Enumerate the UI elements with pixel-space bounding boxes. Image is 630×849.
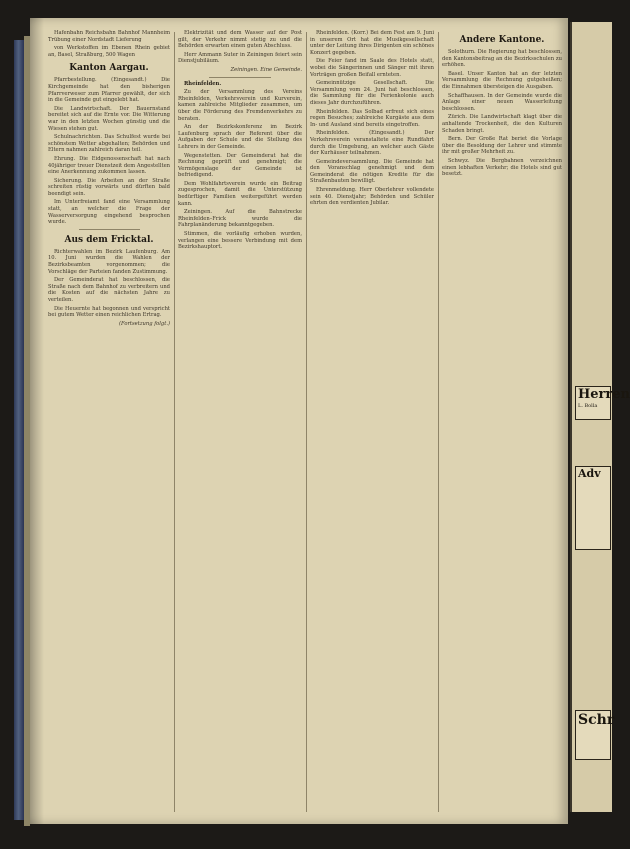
signature: Zeiningen. Eine Gemeinde. (230, 66, 302, 73)
ad-title: Adv (578, 467, 601, 480)
paragraph: Basel. Unser Kanton hat an der letzten Versammlung die Rechnung gutgeheißen; die Einnahmen übersteigen die Ausgaben. (442, 70, 562, 90)
separator (79, 229, 140, 230)
paragraph: Ehrung. Die Eidgenossenschaft hat nach 40jähriger treuer Dienstzeit dem Angestellten eine Anerkennung zukommen lassen. (48, 155, 170, 176)
paragraph: Schaffhausen. In der Gemeinde wurde die Anlage einer neuen Wasserleitung beschlossen. (442, 92, 562, 112)
newspaper-page (30, 18, 568, 824)
column-rule (306, 32, 307, 812)
paragraph: Elektrizität und dem Wasser auf der Post gilt, der Verkehr nimmt stetig zu und die Behörden erwarten einen guten Abschluss. (178, 30, 302, 50)
column-rule (174, 32, 175, 812)
advertisement (575, 466, 611, 550)
paragraph: Rheinfelden. (Eingesandt.) Der Verkehrsverein veranstaltete eine Rundfahrt durch die Umgebung, an welcher auch Gäste der Kurhäuser teilnahmen. (310, 130, 434, 157)
paragraph: Zu der Versammlung des Vereins Rheinfelden, Verkehrsverein und Kurverein, kamen zahlreiche Mitglieder zusammen, um über die Förderung des Fremdenverkehrs zu beraten. (178, 89, 302, 122)
ad-subtitle: L. Bolla (578, 403, 598, 409)
text-line: von Werkstoffen im Ebenen Rhein gebiet an, Basel, Straßburg, 500 Wagen (48, 45, 170, 58)
text-line: Hafenbahn Reichsbahn Bahnhof Mannheim Trübung einer Nordstadt Lieferung (48, 30, 170, 43)
paragraph: Schwyz. Die Bergbahnen verzeichnen einen lebhaften Verkehr; die Hotels sind gut besetzt. (442, 157, 562, 178)
ad-title: Schr (578, 712, 615, 728)
paragraph: Dem Wohlfahrtsverein wurde ein Beitrag zugesprochen, damit die Unterstützung bedürftiger Familien weitergeführt werden kann. (178, 180, 302, 207)
paragraph: Zürich. Die Landwirtschaft klagt über die anhaltende Trockenheit, die den Kulturen Schaden bringt. (442, 114, 562, 134)
paragraph: Die Landwirtschaft. Der Bauernstand bereitet sich auf die Ernte vor. Die Witterung war in den letzten Wochen günstig und die Wiesen stehen gut. (48, 105, 170, 132)
section-heading: Aus dem Fricktal. (64, 234, 154, 245)
paragraph: Bern. Der Große Rat beriet die Vorlage über die Besoldung der Lehrer und stimmte ihr mit großer Mehrheit zu. (442, 136, 562, 156)
continuation-note: (Fortsetzung folgt.) (118, 320, 170, 327)
column-rule (438, 32, 439, 812)
advertisement (575, 386, 630, 420)
column-2 (178, 30, 302, 814)
paragraph: Im Unterfreiamt fand eine Versammlung statt, an welcher die Frage der Wasserversorgung eingehend besprochen wurde. (48, 199, 170, 226)
book-spine (14, 40, 24, 820)
subheading: Rheinfelden. (184, 80, 222, 87)
section-heading: Andere Kantone. (459, 35, 545, 45)
paragraph: Rheinfelden. (Korr.) Bei dem Fest am 9. Juni in unserem Ort hat die Musikgesellschaft unter der Leitung ihres Dirigenten ein schönes Konzert gegeben. (310, 30, 434, 56)
paragraph: Zeiningen. Auf die Bahnstrecke Rheinfelden–Frick wurde die Fahrplanänderung bekanntgegeben. (178, 209, 302, 229)
paragraph: An der Bezirkskonferenz im Bezirk Laufenburg sprach der Referent über die Aufgaben der Schule und die Stellung des Lehrers in der Gemeinde. (178, 124, 302, 150)
paragraph: Schulnachrichten. Das Schulfest wurde bei schönstem Wetter abgehalten; Behörden und Eltern nahmen zahlreich daran teil. (48, 134, 170, 154)
paragraph: Die Feier fand im Saale des Hotels statt, wobei die Sängerinnen und Sänger mit ihren Vorträgen großen Beifall ernteten. (310, 58, 434, 78)
paragraph: Stimmen, die vorläufig erhoben wurden, verlangen eine bessere Verbindung mit dem Bezirkshauptort. (178, 231, 302, 251)
advertisement (575, 710, 615, 760)
paragraph: Herr Ammann Suter in Zeiningen feiert sein Dienstjubiläum. (178, 51, 302, 65)
paragraph: Gemeinnützige Gesellschaft. Die Versammlung vom 24. Juni hat beschlossen, die Sammlung für die Ferienkolonie auch dieses Jahr durchzuführen. (310, 80, 434, 106)
paragraph: Wegenstetten. Der Gemeinderat hat die Rechnung geprüft und genehmigt; die Vermögenslage der Gemeinde ist befriedigend. (178, 152, 302, 179)
paragraph: Der Gemeinderat hat beschlossen, die Straße nach dem Bahnhof zu verbreitern und die Kosten auf die nächsten Jahre zu verteilen. (48, 277, 170, 303)
paragraph: Solothurn. Die Regierung hat beschlossen, den Kantonsbeitrag an die Bezirksschulen zu erhöhen. (442, 49, 562, 69)
paragraph: Rheinfelden. Das Solbad erfreut sich eines regen Besuches; zahlreiche Kurgäste aus dem In- und Ausland sind bereits eingetroffen. (310, 108, 434, 128)
adjacent-page (570, 22, 630, 812)
column-4 (442, 30, 562, 814)
paragraph: Die Heuernte hat begonnen und verspricht bei gutem Wetter einen reichlichen Ertrag. (48, 305, 170, 319)
section-heading: Kanton Aargau. (69, 63, 149, 74)
paragraph: Ehrenmeldung. Herr Oberlehrer vollendete sein 40. Dienstjahr; Behörden und Schüler ehrten den verdienten Jubilar. (310, 187, 434, 207)
column-3 (310, 30, 434, 814)
column-1 (48, 30, 170, 814)
ad-title: Herren (578, 387, 630, 402)
separator (209, 77, 271, 78)
paragraph: Pfarrbestellung. (Eingesandt.) Die Kirchgemeinde hat den bisherigen Pfarrverweser zum Pfarrer gewählt, der sich in die Gemeinde gut eingelebt hat. (48, 77, 170, 104)
paragraph: Sicherung. Die Arbeiten an der Straße schreiten rüstig vorwärts und dürften bald beendigt sein. (48, 177, 170, 197)
paragraph: Richterwahlen im Bezirk Laufenburg. Am 10. Juni wurden die Wahlen der Bezirksbeamten vorgenommen; die Vorschläge der Parteien fanden Zustimmung. (48, 248, 170, 275)
paragraph: Gemeindeversammlung. Die Gemeinde hat den Voranschlag genehmigt und dem Gemeinderat die nötigen Kredite für die Straßenbauten bewilligt. (310, 158, 434, 185)
page-gutter-shadow (30, 18, 44, 824)
